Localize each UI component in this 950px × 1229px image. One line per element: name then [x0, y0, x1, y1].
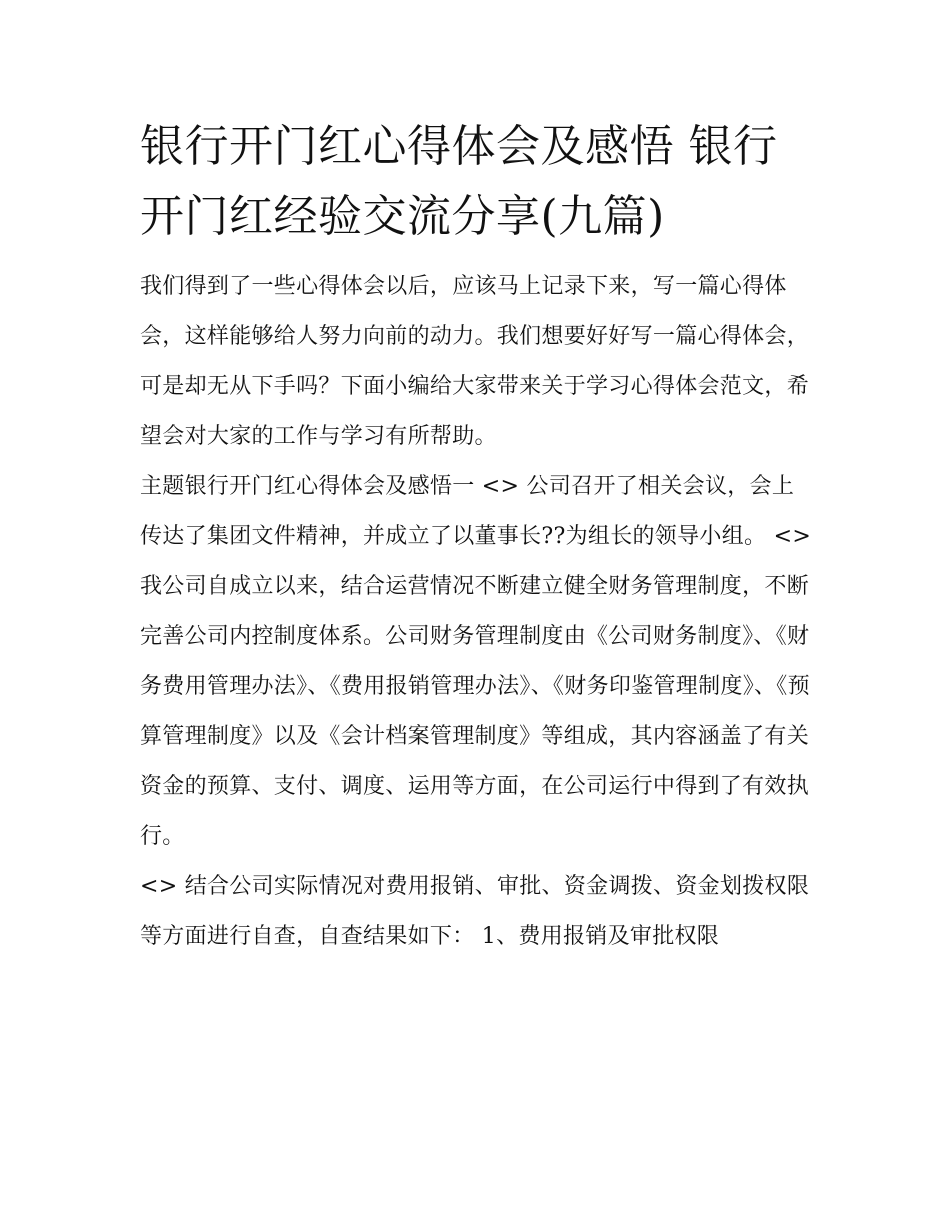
document-title: 银行开门红心得体会及感悟 银行开门红经验交流分享(九篇): [140, 121, 778, 242]
paragraph-meeting: 主题银行开门红心得体会及感悟一 <> 公司召开了相关会议，会上传达了集团文件精神，并成立了以董事长??为组长的领导小组。 <>: [140, 474, 812, 549]
paragraph-intro: 我们得到了一些心得体会以后，应该马上记录下来，写一篇心得体会，这样能够给人努力向前的动力。我们想要好好写一篇心得体会，可是却无从下手吗？下面小编给大家带来关于学习心得体会范文，希望会对大家的工作与学习有所帮助。: [140, 274, 810, 449]
paragraph-self-check: <> 结合公司实际情况对费用报销、审批、资金调拨、资金划拨权限等方面进行自查，自查结果如下： 1、费用报销及审批权限: [140, 874, 810, 949]
document-body: [140, 112, 812, 962]
paragraph-finance-system: 我公司自成立以来，结合运营情况不断建立健全财务管理制度，不断完善公司内控制度体系。公司财务管理制度由《公司财务制度》、《财务费用管理办法》、《费用报销管理办法》、《财务印鉴管理制度》、《预算管理制度》以及《会计档案管理制度》等组成，其内容涵盖了有关资金的预算、支付、调度、运用等方面，在公司运行中得到了有效执行。: [140, 574, 810, 849]
